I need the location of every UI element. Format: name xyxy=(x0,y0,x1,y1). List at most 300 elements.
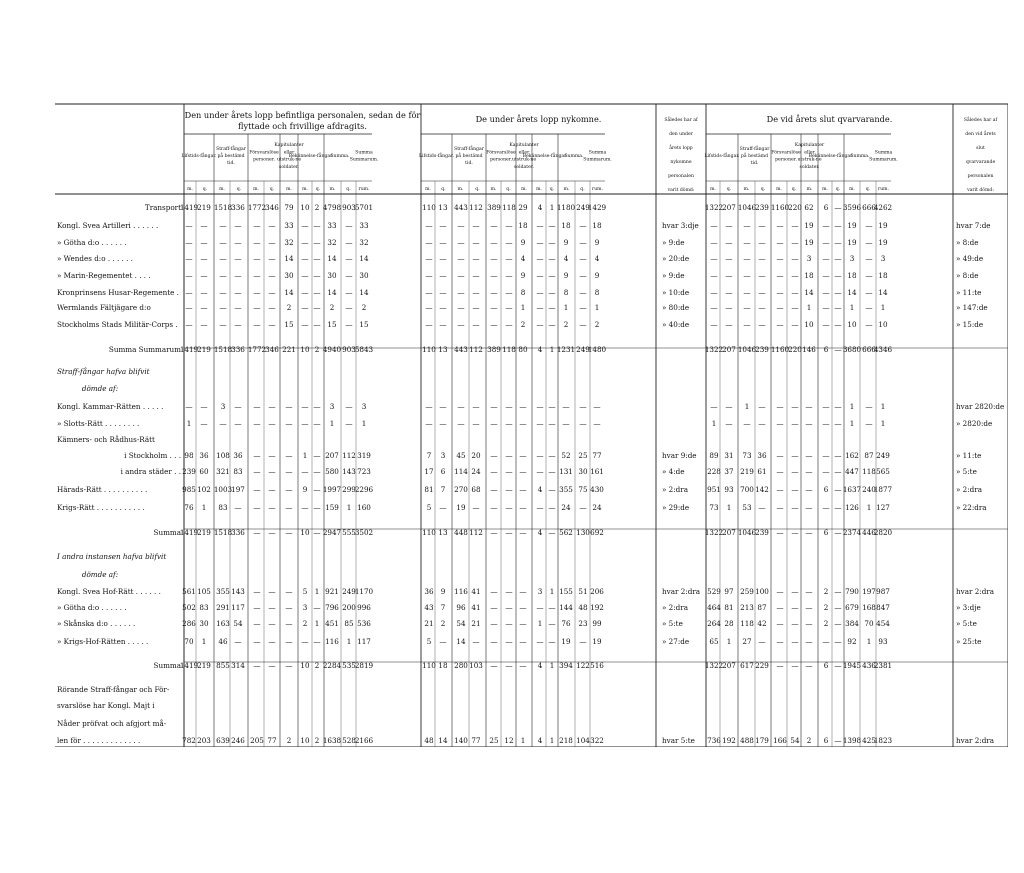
cell-value: 161 xyxy=(590,467,604,476)
cell-value: — xyxy=(268,637,276,646)
cell-value: — xyxy=(490,320,498,329)
cell-value: 336 xyxy=(231,203,245,212)
cell-value: 36 xyxy=(233,451,243,460)
cell-value: 9 xyxy=(440,587,446,596)
cell-value: 207 xyxy=(722,345,736,354)
cell-value: 43 xyxy=(424,603,434,612)
cell-value: — xyxy=(505,288,513,297)
cell-value: — xyxy=(268,402,276,411)
unit-label: q. xyxy=(236,187,242,192)
cell-value: 5 xyxy=(426,503,432,512)
cell-value: — xyxy=(776,303,784,312)
cell-value: 790 xyxy=(845,587,859,596)
cell-value: — xyxy=(865,288,873,297)
column-subheading: soldater. xyxy=(514,164,534,170)
cell-value: 3 xyxy=(440,451,446,460)
cell-value: 100 xyxy=(755,587,769,596)
cell-value: — xyxy=(822,271,830,280)
cell-value: 2 xyxy=(594,320,600,329)
column-subheading: soldater. xyxy=(799,164,820,170)
column-subheading: personer. xyxy=(490,157,512,163)
cell-value: — xyxy=(805,485,813,494)
cell-value: — xyxy=(253,221,261,230)
cell-value: — xyxy=(425,402,433,411)
column-subheading: personer. xyxy=(253,157,275,163)
cell-value: 430 xyxy=(590,485,604,494)
cell-value: — xyxy=(301,288,309,297)
cell-value: 1 xyxy=(201,503,207,512)
cell-value: 2 xyxy=(520,320,526,329)
cell-value: 19 xyxy=(878,238,888,247)
cell-value: — xyxy=(710,320,718,329)
cell-value: 443 xyxy=(454,203,468,212)
cell-value: 229 xyxy=(755,661,769,670)
sentence-ratio: » 29:de xyxy=(662,503,690,512)
cell-value: 448 xyxy=(454,528,468,537)
cell-value: 1 xyxy=(346,637,352,646)
cell-value: — xyxy=(313,419,321,428)
cell-value: — xyxy=(253,485,261,494)
cell-value: 1518 xyxy=(213,528,233,537)
cell-value: 77 xyxy=(471,736,481,745)
cell-value: — xyxy=(490,661,498,670)
cell-value: — xyxy=(536,451,544,460)
cell-value: 299 xyxy=(342,485,356,494)
cell-value: 2 xyxy=(806,736,812,745)
cell-value: — xyxy=(758,288,766,297)
cell-value: 15 xyxy=(284,320,294,329)
cell-value: — xyxy=(562,402,570,411)
cell-value: — xyxy=(301,221,309,230)
cell-value: — xyxy=(519,419,527,428)
cell-value: — xyxy=(185,288,193,297)
cell-value: 25 xyxy=(489,736,499,745)
cell-value: — xyxy=(425,303,433,312)
cell-value: — xyxy=(579,637,587,646)
cell-value: 20 xyxy=(471,451,481,460)
cell-value: 4 xyxy=(520,254,526,263)
cell-value: — xyxy=(285,467,293,476)
cell-value: — xyxy=(439,271,447,280)
cell-value: 54 xyxy=(456,619,466,628)
cell-value: 14 xyxy=(327,288,337,297)
cell-value: — xyxy=(185,320,193,329)
cell-value: — xyxy=(219,320,227,329)
cell-value: 98 xyxy=(184,451,194,460)
cell-value: 4940 xyxy=(322,345,342,354)
cell-value: 122 xyxy=(576,661,590,670)
cell-value: 286 xyxy=(182,619,196,628)
cell-value: 2374 xyxy=(842,528,862,537)
cell-value: — xyxy=(345,221,353,230)
cell-value: 985 xyxy=(182,485,196,494)
row-label: Stockholms Stads Militär-Corps . xyxy=(57,320,178,329)
cell-value: 692 xyxy=(590,528,604,537)
cell-value: 36 xyxy=(424,587,434,596)
unit-label: m. xyxy=(521,187,527,192)
cell-value: — xyxy=(285,661,293,670)
cell-value: — xyxy=(579,254,587,263)
cell-value: — xyxy=(834,303,842,312)
cell-value: 110 xyxy=(422,345,436,354)
cell-value: 203 xyxy=(197,736,211,745)
cell-value: 447 xyxy=(845,467,859,476)
cell-value: — xyxy=(185,221,193,230)
cell-value: — xyxy=(834,419,842,428)
cell-value: — xyxy=(268,271,276,280)
cell-value: 1 xyxy=(549,736,555,745)
cell-value: 19 xyxy=(456,503,466,512)
cell-value: — xyxy=(776,528,784,537)
cell-value: 179 xyxy=(755,736,769,745)
cell-value: 14 xyxy=(847,288,857,297)
cell-value: 97 xyxy=(724,587,734,596)
cell-value: — xyxy=(834,254,842,263)
cell-value: — xyxy=(536,503,544,512)
cell-value: 847 xyxy=(876,603,890,612)
cell-value: 65 xyxy=(709,637,719,646)
cell-value: 160 xyxy=(357,503,371,512)
cell-value: — xyxy=(505,271,513,280)
cell-value: — xyxy=(834,467,842,476)
unit-label: q. xyxy=(346,187,351,192)
cell-value: — xyxy=(548,288,556,297)
cell-value: — xyxy=(791,637,799,646)
cell-value: 1 xyxy=(866,637,872,646)
cell-value: — xyxy=(313,503,321,512)
cell-value: 1 xyxy=(302,451,308,460)
cell-value: 81 xyxy=(424,485,434,494)
cell-value: — xyxy=(579,320,587,329)
cell-value: 666 xyxy=(862,203,876,212)
cell-value: — xyxy=(425,288,433,297)
unit-label: m. xyxy=(286,187,292,192)
column-subheading: Summa. xyxy=(850,154,870,159)
cell-value: 1160 xyxy=(770,345,790,354)
cell-value: — xyxy=(234,320,242,329)
cell-value: 2296 xyxy=(354,485,374,494)
cell-value: 10 xyxy=(300,736,310,745)
sentence-ratio: » 4:de xyxy=(662,467,685,476)
cell-value: 1 xyxy=(314,619,320,628)
row-label: » Wendes d:o . . . . . . xyxy=(57,254,133,263)
sentence-ratio-remaining: hvar 2:dra xyxy=(956,587,995,596)
unit-label: q. xyxy=(475,187,480,192)
cell-value: 2947 xyxy=(322,528,342,537)
cell-value: — xyxy=(313,451,321,460)
cell-value: 1 xyxy=(549,587,555,596)
cell-value: 346 xyxy=(265,203,279,212)
cell-value: — xyxy=(834,271,842,280)
sentence-ratio-remaining: » 15:de xyxy=(956,320,984,329)
cell-value: — xyxy=(834,528,842,537)
column-subheading: på bestämd xyxy=(455,154,483,159)
cell-value: — xyxy=(301,467,309,476)
column-subheading: tid. xyxy=(465,161,473,167)
column-subheading: Summarum. xyxy=(869,157,898,163)
cell-value: — xyxy=(536,221,544,230)
sentence-ratio-remaining: » 8:de xyxy=(956,271,979,280)
cell-value: — xyxy=(200,303,208,312)
cell-value: 18 xyxy=(518,221,528,230)
sentence-ratio-remaining: » 25:te xyxy=(956,637,982,646)
row-label: svarslöse har Kongl. Majt i xyxy=(57,701,155,710)
cell-value: — xyxy=(313,637,321,646)
cell-value: 1 xyxy=(314,587,320,596)
cell-value: — xyxy=(725,288,733,297)
cell-value: 112 xyxy=(469,345,483,354)
column-subheading: Summa xyxy=(355,150,373,156)
cell-value: 1 xyxy=(594,303,600,312)
cell-value: — xyxy=(313,467,321,476)
cell-value: 1 xyxy=(880,303,886,312)
cell-value: — xyxy=(548,271,556,280)
cell-value: — xyxy=(268,467,276,476)
cell-value: 77 xyxy=(267,736,277,745)
cell-value: 206 xyxy=(590,587,604,596)
cell-value: 87 xyxy=(864,451,874,460)
cell-value: 446 xyxy=(862,528,876,537)
column-subheading: Bekännelse-fångar. xyxy=(288,154,334,159)
cell-value: — xyxy=(234,303,242,312)
cell-value: — xyxy=(519,637,527,646)
cell-value: — xyxy=(548,637,556,646)
sentence-ratio-remaining: » 5:te xyxy=(956,619,977,628)
cell-value: — xyxy=(710,271,718,280)
cell-value: 2 xyxy=(314,661,320,670)
cell-value: — xyxy=(472,503,480,512)
cell-value: — xyxy=(519,402,527,411)
cell-value: 14 xyxy=(804,288,814,297)
cell-value: 23 xyxy=(578,619,588,628)
cell-value: — xyxy=(185,402,193,411)
column-subheading: Summa. xyxy=(330,154,350,159)
unit-label: m. xyxy=(822,187,828,192)
cell-value: 140 xyxy=(454,736,468,745)
cell-value: — xyxy=(865,238,873,247)
cell-value: 70 xyxy=(184,637,194,646)
cell-value: — xyxy=(185,303,193,312)
cell-value: — xyxy=(200,320,208,329)
cell-value: — xyxy=(743,419,751,428)
cell-value: 1170 xyxy=(354,587,374,596)
cell-value: — xyxy=(758,238,766,247)
cell-value: — xyxy=(439,320,447,329)
cell-value: 33 xyxy=(327,221,337,230)
cell-value: — xyxy=(805,587,813,596)
cell-value: — xyxy=(285,619,293,628)
cell-value: 425 xyxy=(862,736,876,745)
cell-value: — xyxy=(505,661,513,670)
cell-value: — xyxy=(710,238,718,247)
cell-value: — xyxy=(301,402,309,411)
cell-value: 2 xyxy=(823,587,829,596)
group-heading-sentenced-remaining-line: Således har af xyxy=(963,118,998,123)
cell-value: 5 xyxy=(426,637,432,646)
cell-value: — xyxy=(253,503,261,512)
cell-value: — xyxy=(253,619,261,628)
cell-value: 565 xyxy=(876,467,890,476)
sentence-ratio: » 80:de xyxy=(662,303,690,312)
cell-value: 319 xyxy=(357,451,371,460)
cell-value: 192 xyxy=(722,736,736,745)
cell-value: — xyxy=(758,419,766,428)
cell-value: — xyxy=(822,637,830,646)
cell-value: 2166 xyxy=(354,736,374,745)
cell-value: 127 xyxy=(876,503,890,512)
cell-value: 19 xyxy=(804,221,814,230)
cell-value: 314 xyxy=(231,661,245,670)
cell-value: 1046 xyxy=(737,203,757,212)
cell-value: 143 xyxy=(231,587,245,596)
cell-value: — xyxy=(776,587,784,596)
cell-value: — xyxy=(776,288,784,297)
cell-value: 76 xyxy=(561,619,571,628)
cell-value: 32 xyxy=(327,238,337,247)
cell-value: — xyxy=(791,402,799,411)
cell-value: 54 xyxy=(233,619,243,628)
cell-value: — xyxy=(805,603,813,612)
unit-label: q. xyxy=(791,187,797,192)
cell-value: 159 xyxy=(325,503,339,512)
cell-value: 33 xyxy=(359,221,369,230)
cell-value: — xyxy=(834,503,842,512)
cell-value: — xyxy=(536,238,544,247)
unit-label: m. xyxy=(425,187,431,192)
cell-value: 6 xyxy=(440,467,446,476)
cell-value: — xyxy=(834,661,842,670)
sentence-ratio-remaining: hvar 7:de xyxy=(956,221,991,230)
cell-value: — xyxy=(865,402,873,411)
cell-value: 1 xyxy=(346,503,352,512)
cell-value: 116 xyxy=(454,587,468,596)
unit-label: q. xyxy=(760,187,766,192)
sentence-ratio-remaining: » 49:de xyxy=(956,254,984,263)
cell-value: 259 xyxy=(740,587,754,596)
cell-value: — xyxy=(822,451,830,460)
cell-value: 28 xyxy=(724,619,734,628)
cell-value: 1 xyxy=(549,345,555,354)
cell-value: 249 xyxy=(876,451,890,460)
cell-value: — xyxy=(536,254,544,263)
cell-value: — xyxy=(253,587,261,596)
cell-value: — xyxy=(253,254,261,263)
cell-value: 3 xyxy=(302,603,308,612)
cell-value: — xyxy=(776,402,784,411)
cell-value: — xyxy=(791,221,799,230)
cell-value: — xyxy=(490,303,498,312)
cell-value: — xyxy=(425,254,433,263)
sentence-ratio-remaining: hvar 2820:de xyxy=(956,402,1005,411)
cell-value: 796 xyxy=(325,603,339,612)
cell-value: — xyxy=(219,303,227,312)
cell-value: 562 xyxy=(559,528,573,537)
cell-value: 3 xyxy=(806,254,812,263)
cell-value: — xyxy=(776,603,784,612)
cell-value: — xyxy=(425,419,433,428)
cell-value: 3 xyxy=(880,254,886,263)
cell-value: 2 xyxy=(440,619,446,628)
cell-value: 213 xyxy=(740,603,754,612)
cell-value: — xyxy=(822,402,830,411)
cell-value: 62 xyxy=(804,203,814,212)
column-subheading: utstruk-ne xyxy=(276,157,302,163)
cell-value: 580 xyxy=(325,467,339,476)
cell-value: 131 xyxy=(559,467,573,476)
cell-value: — xyxy=(710,402,718,411)
cell-value: — xyxy=(791,419,799,428)
cell-value: — xyxy=(579,238,587,247)
cell-value: 1637 xyxy=(842,485,862,494)
group-heading-sentenced-remaining-line: varit dömd: xyxy=(967,188,994,193)
cell-value: 1 xyxy=(520,736,526,745)
group-heading-existing-line1: Den under årets lopp befintliga personalen, sedan de för xyxy=(184,110,421,120)
cell-value: — xyxy=(268,303,276,312)
cell-value: 104 xyxy=(576,736,590,745)
column-subheading: Bekännelse-fångar. xyxy=(522,154,568,159)
cell-value: 270 xyxy=(454,485,468,494)
cell-value: 1 xyxy=(726,637,732,646)
cell-value: 92 xyxy=(847,637,857,646)
cell-value: 1419 xyxy=(179,345,199,354)
cell-value: — xyxy=(457,238,465,247)
cell-value: — xyxy=(791,485,799,494)
cell-value: 951 xyxy=(707,485,721,494)
cell-value: — xyxy=(822,288,830,297)
cell-value: — xyxy=(776,503,784,512)
cell-value: — xyxy=(234,288,242,297)
cell-value: 239 xyxy=(182,467,196,476)
sentence-ratio: » 9:de xyxy=(662,238,685,247)
cell-value: 14 xyxy=(284,288,294,297)
cell-value: 3 xyxy=(361,402,367,411)
cell-value: 7 xyxy=(426,451,432,460)
cell-value: — xyxy=(834,238,842,247)
cell-value: — xyxy=(758,271,766,280)
cell-value: 6 xyxy=(823,345,829,354)
cell-value: — xyxy=(822,320,830,329)
cell-value: — xyxy=(185,238,193,247)
cell-value: 2 xyxy=(329,303,335,312)
column-subheading: Summa xyxy=(588,150,607,156)
cell-value: 144 xyxy=(559,603,573,612)
cell-value: — xyxy=(490,485,498,494)
cell-value: 1 xyxy=(849,419,855,428)
cell-value: — xyxy=(285,402,293,411)
row-label: » Slotts-Rätt . . . . . . . . xyxy=(57,419,140,428)
cell-value: — xyxy=(548,451,556,460)
cell-value: — xyxy=(457,288,465,297)
cell-value: 207 xyxy=(325,451,339,460)
row-label: Wermlands Fältjägare d:o xyxy=(57,303,151,312)
cell-value: 27 xyxy=(742,637,752,646)
cell-value: — xyxy=(579,419,587,428)
cell-value: — xyxy=(805,467,813,476)
cell-value: — xyxy=(805,661,813,670)
cell-value: 389 xyxy=(487,203,501,212)
cell-value: — xyxy=(439,503,447,512)
cell-value: 617 xyxy=(740,661,754,670)
cell-value: 249 xyxy=(342,587,356,596)
cell-value: — xyxy=(791,661,799,670)
cell-value: — xyxy=(490,288,498,297)
cell-value: — xyxy=(253,320,261,329)
cell-value: — xyxy=(457,303,465,312)
cell-value: — xyxy=(301,503,309,512)
cell-value: — xyxy=(791,320,799,329)
column-subheading: Summarum. xyxy=(583,157,612,163)
unit-label: m. xyxy=(490,187,497,192)
